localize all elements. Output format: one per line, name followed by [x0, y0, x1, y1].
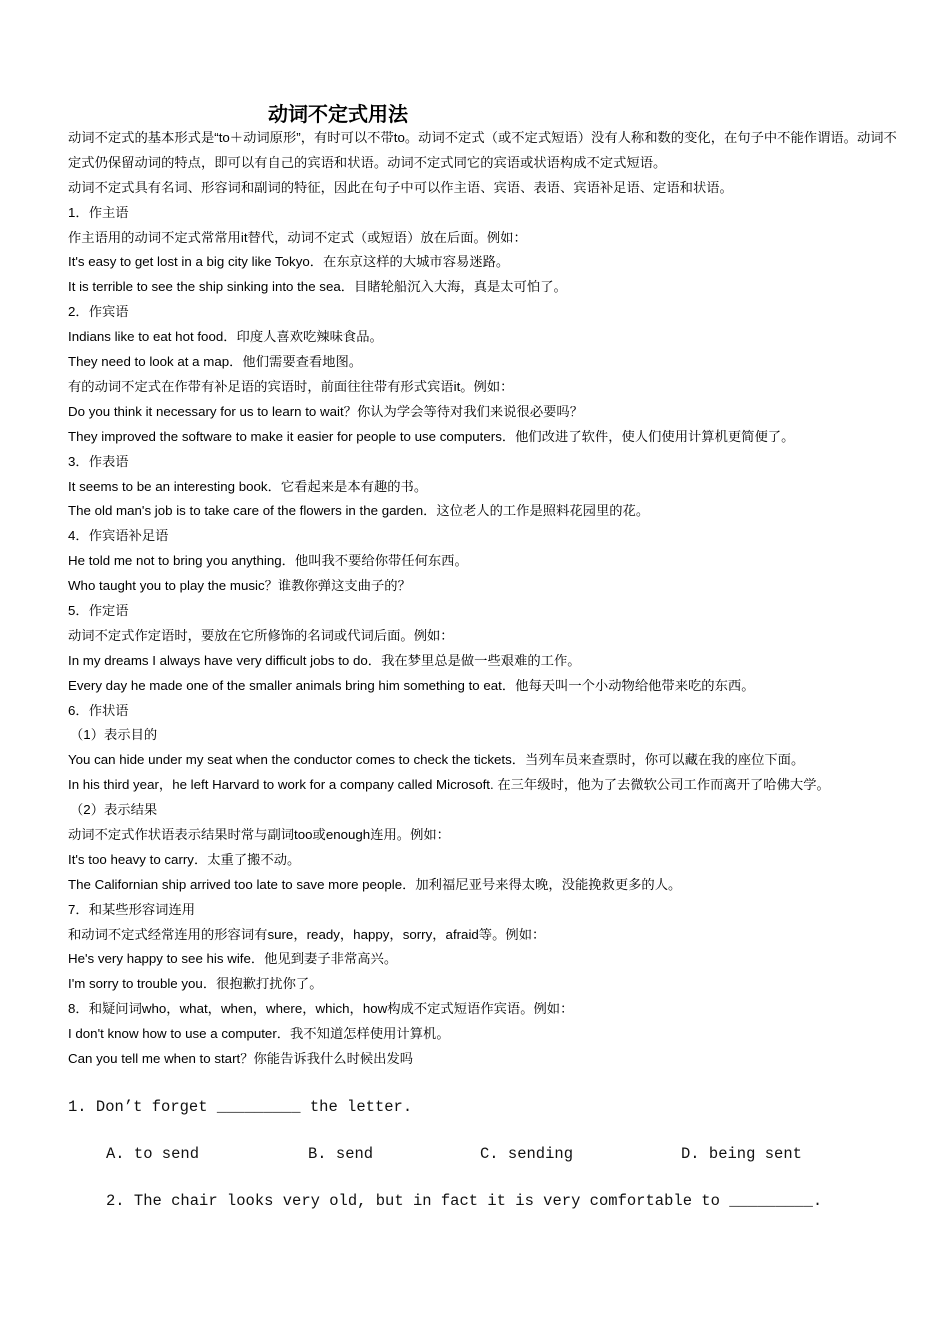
question-1-options	[68, 1139, 928, 1186]
section-heading: 2．作宾语	[68, 304, 129, 320]
text-line: 动词不定式作状语表示结果时常与副词too或enough连用。例如：	[68, 826, 450, 842]
example-sentence: The Californian ship arrived too late to save more people．加利福尼亚号来得太晚，没能挽救更多的人。	[68, 876, 682, 892]
section-heading: 1．作主语	[68, 204, 129, 220]
example-sentence: Every day he made one of the smaller animals bring him something to eat．他每天叫一个小动物给他带来吃的东西。	[68, 677, 755, 693]
example-sentence: They improved the software to make it easier for people to use computers．他们改进了软件，使人们使用计算机更简便了。	[68, 428, 795, 444]
section-heading: 7．和某些形容词连用	[68, 901, 196, 917]
section-heading: 8．和疑问词who，what，when，where，which，how构成不定式短语作宾语。例如：	[68, 1001, 574, 1017]
quiz-section	[68, 1092, 928, 1233]
question-1: 1. Don’t forget _________ the letter.	[68, 1098, 413, 1116]
option-c: C. sending	[480, 1145, 574, 1163]
document-body	[68, 126, 898, 1072]
example-sentence: I don't know how to use a computer．我不知道怎样使用计算机。	[68, 1026, 450, 1042]
example-sentence: In my dreams I always have very difficult jobs to do．我在梦里总是做一些艰难的工作。	[68, 652, 581, 668]
page-title: 动词不定式用法	[268, 102, 408, 126]
example-sentence: He told me not to bring you anything．他叫我不要给你带任何东西。	[68, 553, 468, 569]
section-heading: 3．作表语	[68, 453, 129, 469]
example-sentence: It seems to be an interesting book．它看起来是本有趣的书。	[68, 478, 428, 494]
intro-paragraph: 动词不定式具有名词、形容词和副词的特征，因此在句子中可以作主语、宾语、表语、宾语补足语、定语和状语。	[68, 179, 733, 195]
example-sentence: Who taught you to play the music？谁教你弹这支曲子的？	[68, 578, 411, 594]
example-sentence: It's too heavy to carry．太重了搬不动。	[68, 851, 301, 867]
example-sentence: It's easy to get lost in a big city like Tokyo．在东京这样的大城市容易迷路。	[68, 254, 510, 270]
option-b: B. send	[308, 1145, 374, 1163]
example-sentence: He's very happy to see his wife．他见到妻子非常高兴。	[68, 951, 398, 967]
example-sentence: They need to look at a map．他们需要查看地图。	[68, 354, 363, 370]
section-heading: 4．作宾语补足语	[68, 528, 169, 544]
example-sentence: You can hide under my seat when the conductor comes to check the tickets．当列车员来查票时，你可以藏在我的座位下面。	[68, 752, 805, 768]
text-line: 作主语用的动词不定式常常用it替代，动词不定式（或短语）放在后面。例如：	[68, 229, 527, 245]
question-2: 2. The chair looks very old, but in fact it is very comfortable to _________.	[106, 1192, 823, 1210]
text-line: 有的动词不定式在作带有补足语的宾语时，前面往往带有形式宾语it。例如：	[68, 378, 514, 394]
option-d: D. being sent	[681, 1145, 802, 1163]
example-sentence: In his third year，he left Harvard to work for a company called Microsoft. 在三年级时，他为了去微软公司工作而离开了哈佛大学。	[68, 777, 830, 793]
sub-heading: （2）表示结果	[70, 802, 158, 818]
sub-heading: （1）表示目的	[70, 727, 158, 743]
example-sentence: Can you tell me when to start？你能告诉我什么时候出发吗	[68, 1050, 414, 1066]
text-line: 和动词不定式经常连用的形容词有sure，ready，happy，sorry，afraid等。例如：	[68, 926, 546, 942]
intro-paragraph: 动词不定式的基本形式是“to＋动词原形”，有时可以不带to。动词不定式（或不定式短语）没有人称和数的变化，在句子中不能作谓语。动词不定式仍保留动词的特点，即可以有自己的宾语和状语。动词不定式同它的宾语或状语构成不定式短语。	[68, 130, 897, 170]
text-line: 动词不定式作定语时，要放在它所修饰的名词或代词后面。例如：	[68, 627, 454, 643]
section-heading: 5．作定语	[68, 602, 129, 618]
example-sentence: The old man's job is to take care of the flowers in the garden．这位老人的工作是照料花园里的花。	[68, 503, 650, 519]
example-sentence: Do you think it necessary for us to learn to wait？你认为学会等待对我们来说很必要吗？	[68, 403, 584, 419]
section-heading: 6．作状语	[68, 702, 129, 718]
example-sentence: It is terrible to see the ship sinking into the sea．目睹轮船沉入大海，真是太可怕了。	[68, 279, 567, 295]
example-sentence: I'm sorry to trouble you．很抱歉打扰你了。	[68, 976, 323, 992]
example-sentence: Indians like to eat hot food．印度人喜欢吃辣味食品。	[68, 329, 383, 345]
option-a: A. to send	[106, 1145, 200, 1163]
